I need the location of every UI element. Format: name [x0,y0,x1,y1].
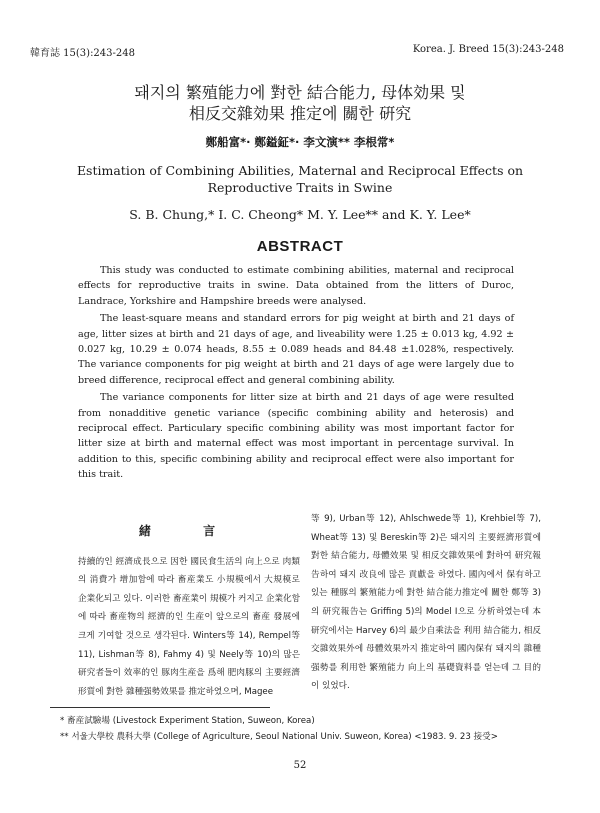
intro-right-column [311,510,541,696]
abstract-paragraph-2: The least-square means and standard errors for pig weight at birth and 21 days of age, litter sizes at birth and 21 days of age, and liveability were 1.25 ± 0.013 kg, 4.92 ± 0.027 kg, 10.29 ± 0.074 heads, 8.55 ± 0.089 heads and 84.48 ±1.028%, respectively. The variance components for pig weight at birth and 21 days of age were largely due to breed difference, reciprocal effect and general combining ability. [78,313,514,386]
title-english-line2: Reproductive Traits in Swine [207,180,393,195]
footnote-2: ** 서울大學校 農科大學 (College of Agriculture, Seoul National Univ. Suweon, Korea) <1983. 9. 23 接受> [60,732,498,742]
abstract-body [78,263,514,485]
abstract-heading: ABSTRACT [256,238,344,255]
page-number: 52 [293,760,307,771]
title-korean-line2: 相反交雜効果 推定에 關한 硏究 [188,104,412,123]
abstract-paragraph-3: The variance components for litter size at birth and 21 days of age were resulted from nonadditive genetic variance (specific combining ability and heterosis) and reciprocal effect. Particulary specific combining ability was most important factor for litter size at birth and maternal effect was most important in percentage survival. In addition to this, specific combining ability and reciprocal effect were also important for this trait. [78,392,514,481]
title-korean-line1: 돼지의 繁殖能力에 對한 結合能力, 母体効果 및 [134,83,466,102]
abstract-paragraph-1: This study was conducted to estimate combining abilities, maternal and reciprocal effects for reproductive traits in swine. Data obtained from the litters of Duroc, Landrace, Yorkshire and Hampshire breeds were analysed. [78,265,514,307]
intro-left-text: 持續的인 經濟成長으로 因한 國民食生活의 向上으로 肉類의 消費가 增加함에 따라 畜産業도 小規模에서 大規模로 企業化되고 있다. 이러한 畜産業이 規模가 커지고 企業化함에 따라 畜産物의 經濟的인 生産이 앞으로의 畜産 發展에 크게 기여할 것으로 생각된다. Winters等 14), Rempel等 11), Lishman等 8), Fahmy 4) 및 Neely等 10)의 많은 研究者들이 效率的인 豚肉生産을 爲해 肥肉豚의 主要經濟形質에 對한 雜種强勢效果를 推定하였으며, Magee [78,556,300,697]
title-korean [0,82,600,124]
authors-korean: 鄭船富*· 鄭鎰鉦*· 李文演** 李根常* [205,135,395,149]
title-english [0,162,600,196]
footnote-1: * 畜産試驗場 (Livestock Experiment Station, Suweon, Korea) [60,716,315,726]
title-english-line1: Estimation of Combining Abilities, Maternal and Reciprocal Effects on [76,163,524,178]
intro-right-text: 等 9), Urban等 12), Ahlschwede等 1), Krehbiel等 7), Wheat等 13) 및 Bereskin等 2)은 돼지의 主要經濟形質에 對한 結合能力, 母體效果 및 相反交雜效果에 對하여 研究報告하여 돼지 改良에 많은 貢獻을 하였다. 國內에서 保有하고 있는 種豚의 繁殖能力에 對한 結合能力推定에 關한 鄭等 3)의 研究報告는 Griffing 5)의 Model Ⅰ으로 分析하였는데 本研究에서는 Harvey 6)의 最少自乘法을 利用 結合能力, 相反交雜效果外에 母體效果까지 推定하여 國內保有 돼지의 雜種强勢를 利用한 繁殖能力 向上의 基礎資料를 얻는데 그 目的이 있었다. [311,514,541,692]
footnote-divider [50,707,270,708]
intro-left-column [78,522,300,701]
journal-citation-korean: 韓育誌 15(3):243-248 [30,48,135,59]
authors-english: S. B. Chung,* I. C. Cheong* M. Y. Lee** and K. Y. Lee* [129,207,471,222]
journal-citation-english: Korea. J. Breed 15(3):243-248 [412,44,564,55]
intro-heading: 緒 言 [138,524,240,538]
